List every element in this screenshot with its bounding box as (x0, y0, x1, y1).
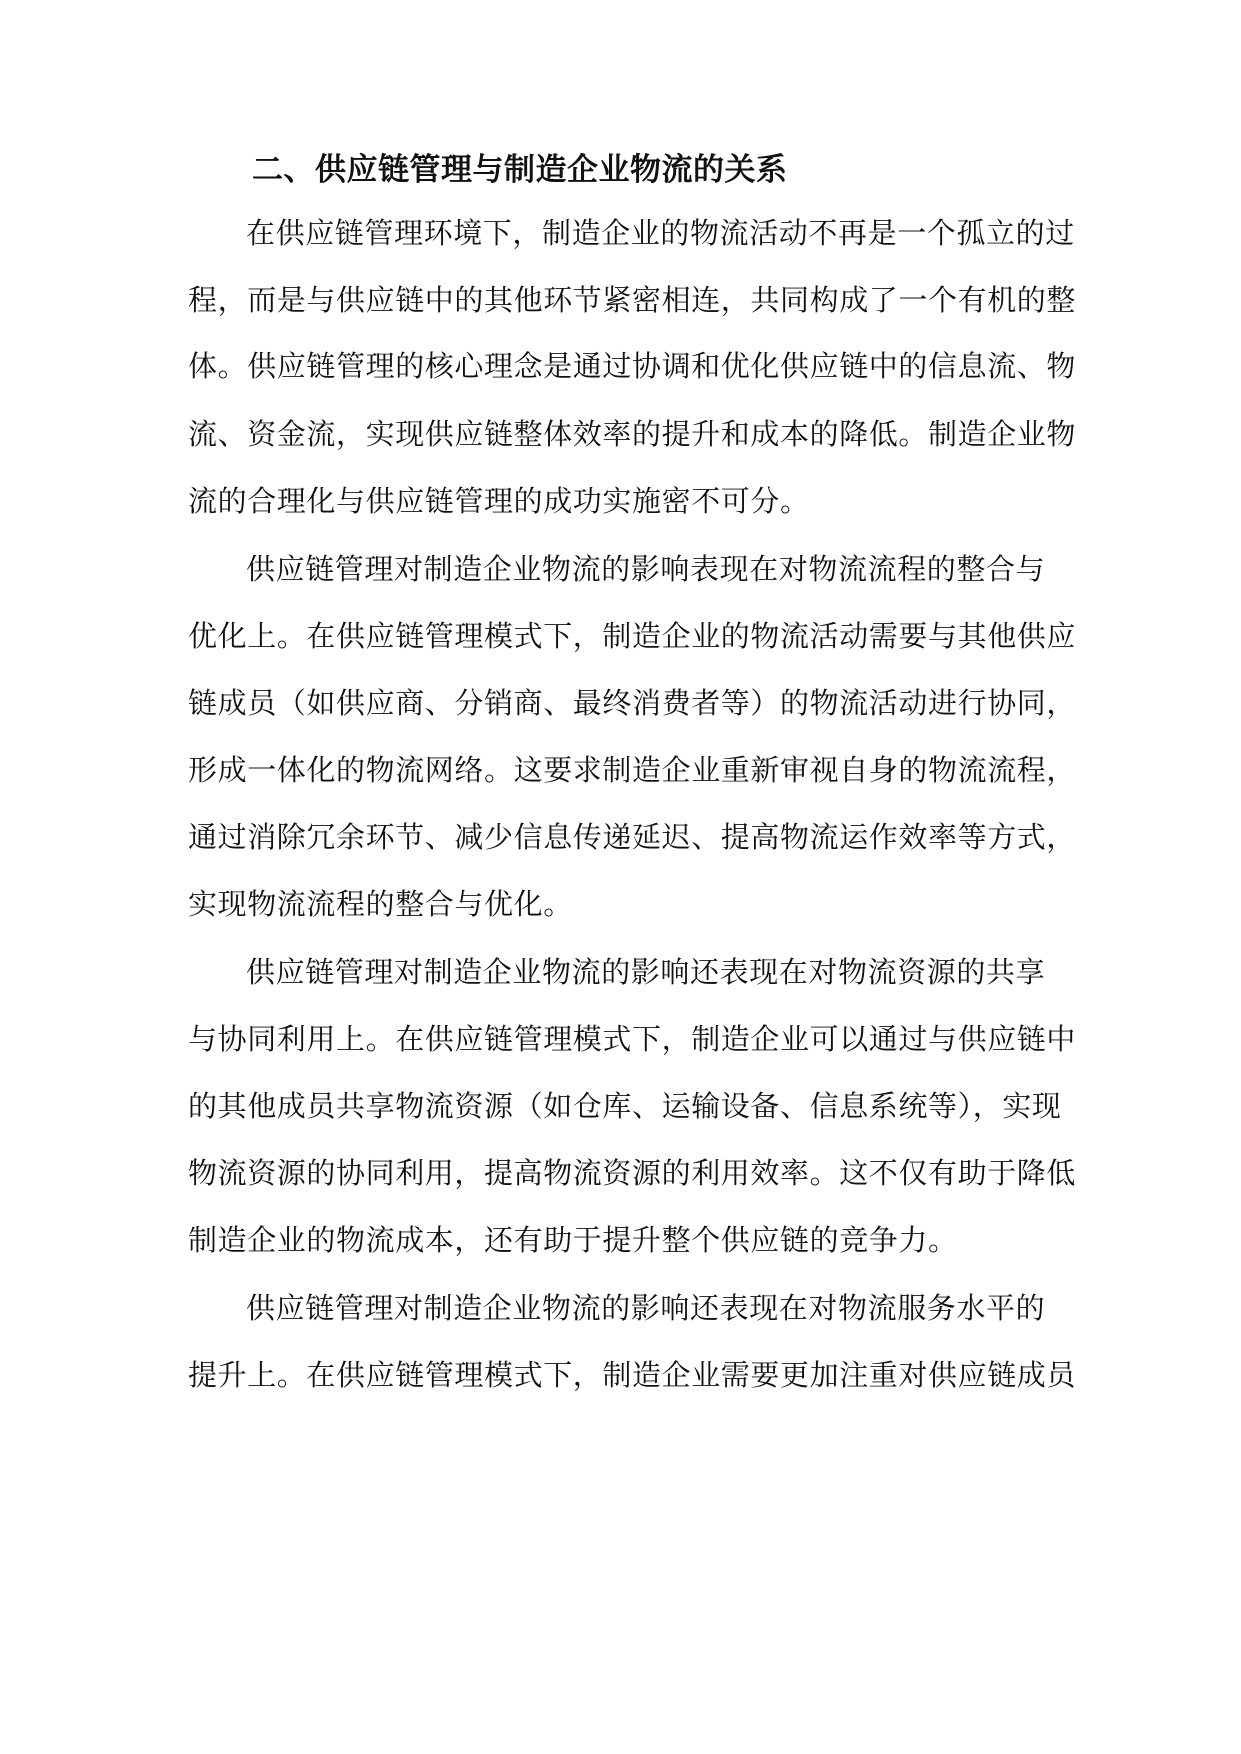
paragraph-line: 程，而是与供应链中的其他环节紧密相连，共同构成了一个有机的整 (188, 283, 1077, 317)
paragraph-line: 形成一体化的物流网络。这要求制造企业重新审视自身的物流流程， (188, 753, 1077, 787)
paragraph-line: 流的合理化与供应链管理的成功实施密不可分。 (188, 484, 810, 518)
paragraph-line: 在供应链管理环境下，制造企业的物流活动不再是一个孤立的过 (246, 216, 1075, 250)
paragraph-line: 供应链管理对制造企业物流的影响还表现在对物流服务水平的 (246, 1291, 1046, 1325)
paragraph-line: 物流资源的协同利用，提高物流资源的利用效率。这不仅有助于降低 (188, 1156, 1077, 1190)
paragraph-line: 提升上。在供应链管理模式下，制造企业需要更加注重对供应链成员 (188, 1358, 1077, 1392)
paragraph-line: 制造企业的物流成本，还有助于提升整个供应链的竞争力。 (188, 1223, 958, 1257)
section-heading: 二、供应链管理与制造企业物流的关系 (252, 152, 788, 188)
paragraph-line: 链成员（如供应商、分销商、最终消费者等）的物流活动进行协同， (188, 686, 1077, 720)
paragraph-line: 供应链管理对制造企业物流的影响还表现在对物流资源的共享 (246, 955, 1046, 989)
paragraph-line: 流、资金流，实现供应链整体效率的提升和成本的降低。制造企业物 (188, 417, 1077, 451)
paragraph-line: 体。供应链管理的核心理念是通过协调和优化供应链中的信息流、物 (188, 349, 1077, 383)
paragraph-line: 通过消除冗余环节、减少信息传递延迟、提高物流运作效率等方式， (188, 820, 1077, 854)
paragraph-line: 供应链管理对制造企业物流的影响表现在对物流流程的整合与 (246, 552, 1046, 586)
paragraph-line: 与协同利用上。在供应链管理模式下，制造企业可以通过与供应链中 (188, 1022, 1077, 1056)
paragraph-line: 的其他成员共享物流资源（如仓库、运输设备、信息系统等），实现 (188, 1089, 1062, 1123)
paragraph-line: 优化上。在供应链管理模式下，制造企业的物流活动需要与其他供应 (188, 619, 1077, 653)
paragraph-line: 实现物流流程的整合与优化。 (188, 887, 573, 921)
